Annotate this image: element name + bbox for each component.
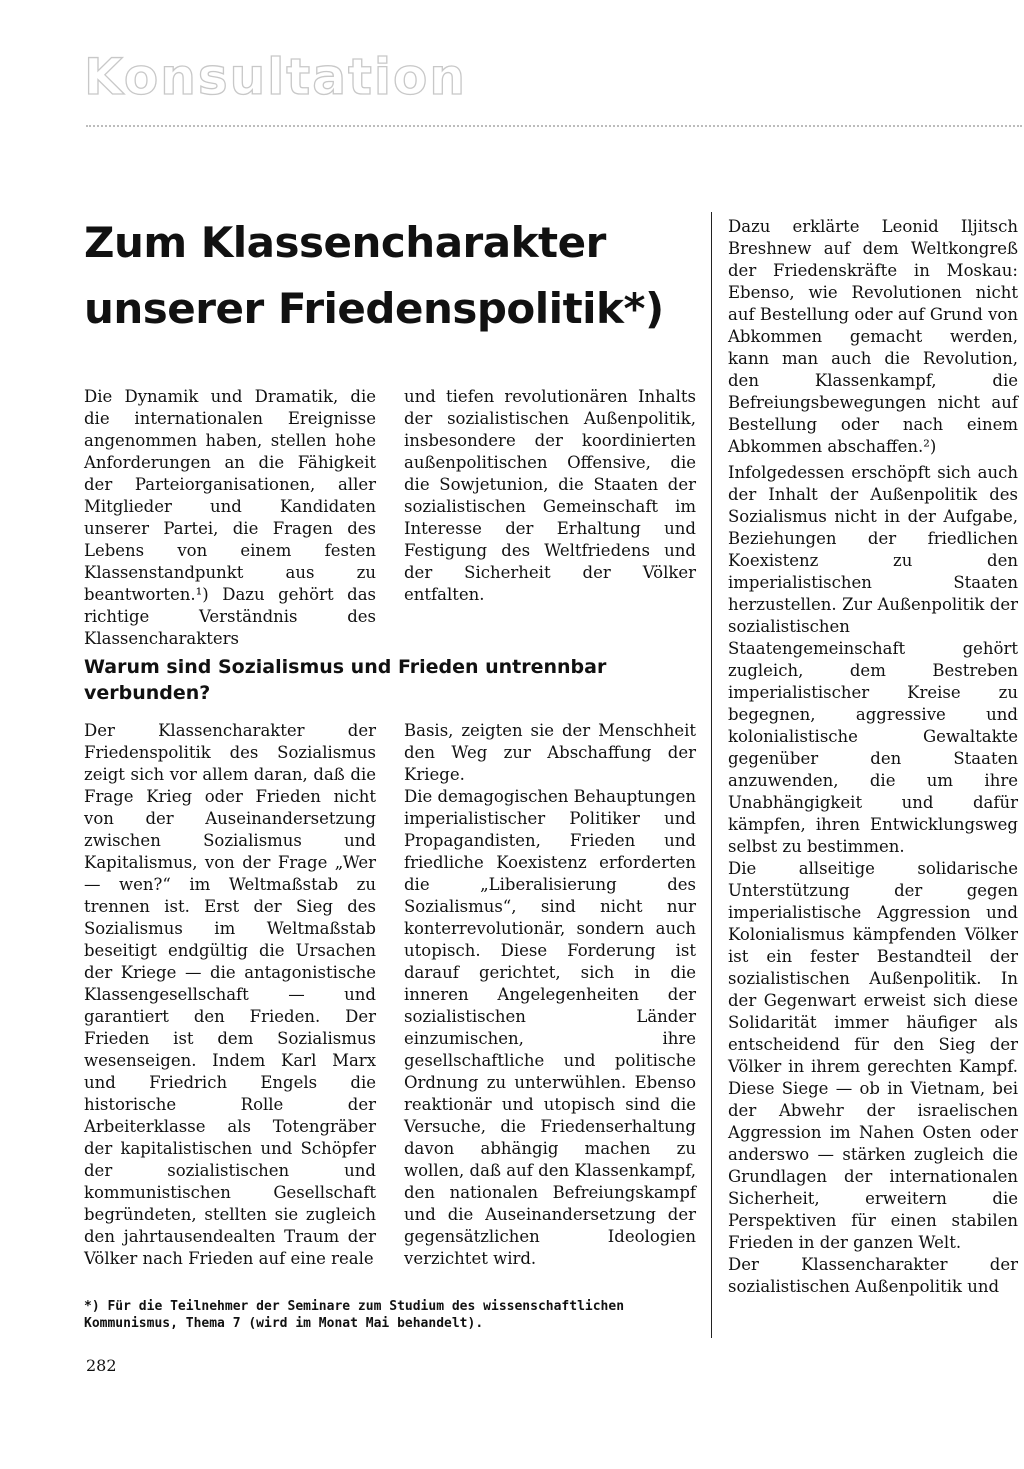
body-paragraph-2b: Die demagogischen Behauptungen imperialistischer Politiker und Propagandisten, Frieden und friedliche Koexistenz erforderten die „Liberalisierung des Sozialismus“, sind nicht nur konterrevolutionär, sondern auch utopisch. Diese Forderung ist darauf gerichtet, sich in die inneren Angelegenheiten der sozialistischen Länder einzumischen, ihre gesellschaftliche und politische Ordnung zu unterwühlen. Ebenso reaktionär und utopisch sind die Versuche, die Friedenserhaltung davon abhängig machen zu wollen, daß auf den Klassenkampf, den nationalen Befreiungskampf und die Auseinandersetzung der gegensätzlichen Ideologien verzichtet wird.	[404, 787, 697, 1268]
body-paragraph-1: Der Klassencharakter der Friedenspolitik des Sozialismus zeigt sich vor allem daran, daß die Frage Krieg oder Frieden nicht von der Auseinandersetzung zwischen Sozialismus und Kapitalismus, von der Frage „Wer — wen?“ im Weltmaßstab zu trennen ist. Erst der Sieg des Sozialismus im Weltmaßstab beseitigt endgültig die Ursachen der Kriege — die antagonistische Klassengesellschaft — und garantiert den Frieden. Der Frieden ist dem Sozialismus wesenseigen. Indem Karl Marx und Friedrich Engels die historische Rolle der Arbeiterklasse als Totengräber der kapitalistischen und Schöpfer der sozialistischen und kommunistischen Gesellschaft begründeten, stellten sie zugleich den jahrtausendealten Traum der Völker nach Frieden auf eine reale	[84, 721, 376, 1268]
right-paragraph-4: Der Klassencharakter der sozialistischen Außenpolitik und	[728, 1255, 1018, 1296]
intro-column-1	[84, 386, 376, 650]
article-title: Zum Klassencharakter unserer Friedenspolitik*)	[84, 218, 664, 333]
right-column	[728, 216, 1018, 1298]
section-divider	[86, 125, 1022, 127]
section-label: Konsultation	[84, 48, 467, 106]
right-paragraph-3: Die allseitige solidarische Unterstützung der gegen imperialistische Aggression und Kolonialismus kämpfenden Völker ist ein fester Bestandteil der sozialistischen Außenpolitik. In der Gegenwart erweist sich diese Solidarität immer häufiger als entscheidend für den Sieg der Völker in ihrem gerechten Kampf. Diese Siege — ob in Vietnam, bei der Abwehr der israelischen Aggression im Nahen Osten oder anderswo — stärken zugleich die Grundlagen der internationalen Sicherheit, erweitern die Perspektiven für einen stabilen Frieden in der ganzen Welt.	[728, 859, 1018, 1252]
right-paragraph-1: Dazu erklärte Leonid Iljitsch Breshnew auf dem Weltkongreß der Friedenskräfte in Moskau: Ebenso, wie Revolutionen nicht auf Bestellung oder auf Grund von Abkommen gemacht werden, kann man auch die Revolution, den Klassenkampf, die Befreiungsbewegungen nicht auf Bestellung oder nach einem Abkommen abschaffen.²)	[728, 217, 1018, 456]
subheading: Warum sind Sozialismus und Frieden untrennbar verbunden?	[84, 656, 607, 704]
body-paragraph-2a: Basis, zeigten sie der Menschheit den Weg zur Abschaffung der Kriege.	[404, 721, 696, 784]
intro-paragraph-part-1: Die Dynamik und Dramatik, die die internationalen Ereignisse angenommen haben, stellen hohe Anforderungen an die Fähigkeit der Parteiorganisationen, aller Mitglieder und Kandidaten unserer Partei, die Fragen des Lebens von einem festen Klassenstandpunkt aus zu beantworten.¹) Dazu gehört das richtige Verständnis des Klassencharakters	[84, 387, 376, 648]
column-divider	[711, 212, 712, 1338]
body-column-1	[84, 720, 376, 1270]
intro-paragraph-part-2: und tiefen revolutionären Inhalts der sozialistischen Außenpolitik, insbesondere der koordinierten außenpolitischen Offensive, die die Sowjetunion, die Staaten der sozialistischen Gemeinschaft im Interesse der Erhaltung und Festigung des Weltfriedens und der Sicherheit der Völker entfalten.	[404, 387, 696, 604]
intro-column-2	[404, 386, 696, 606]
right-paragraph-2: Infolgedessen erschöpft sich auch der Inhalt der Außenpolitik des Sozialismus nicht in der Aufgabe, Beziehungen der friedlichen Koexistenz zu den imperialistischen Staaten herzustellen. Zur Außenpolitik der sozialistischen Staatengemeinschaft gehört zugleich, dem Bestreben imperialistischer Kreise zu begegnen, aggressive und kolonialistische Gewaltakte gegenüber den Staaten anzuwenden, die um ihre Unabhängigkeit und dafür kämpfen, ihren Entwicklungsweg selbst zu bestimmen.	[728, 463, 1018, 856]
page-number: 282	[86, 1356, 117, 1375]
footnote: *) Für die Teilnehmer der Seminare zum Studium des wissenschaftlichen Kommunismus, Thema 7 (wird im Monat Mai behandelt).	[84, 1299, 625, 1331]
body-column-2	[404, 720, 696, 1270]
